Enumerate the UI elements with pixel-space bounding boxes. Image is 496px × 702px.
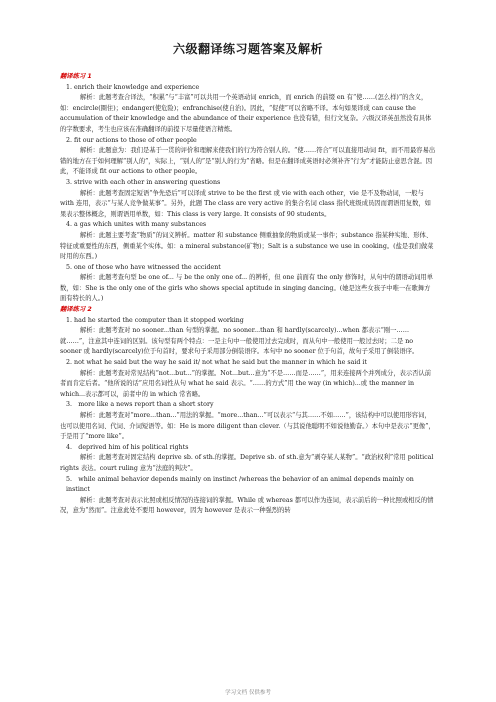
- explanation-paragraph: 解析：此题考查对常见结构“not...but...”的掌握。Not...but...意为“不是……而是……”，用来连接两个并列成分，表示否认前者而肯定后者。“他所说的话”应用名词性从句 what he said 表示。“……的方式”用 the way (in which)...或 the manner in which...表示都可以，前者中的 in which 常省略。: [60, 369, 432, 398]
- explanation-paragraph: 解析：此题意为：我们是基于一贯的评价和理解来使我们的行为符合别人的。“使……符合”可以直接用动词 fit，而不用最容易出错的地方在于如何理解“别人的”，实际上，“别人的”是“别人的行为”省略。但是在翻译成英语时必须补齐“行为”才能防止意思含混。因此，不能译成 fit our actions to other people。: [60, 147, 436, 176]
- answer-item: 5. one of those who have witnessed the accident: [66, 263, 221, 271]
- explanation-paragraph: 解析：此题考查对固定结构 deprive sb. of sth.的掌握。Deprive sb. of sth.意为“剥夺某人某物”。“政治权利”常用 political rights 表达。court ruling 意为“法庭的判决”。: [60, 454, 434, 472]
- explanation-paragraph: 解析：此题主要考查“物质”的词义辨析。matter 和 substance 侧重抽象的物质或某一事件；substance 指某种实地、形体、特征或重要性的东西，侧重某个实体。如：a mineral substance(矿物)；Salt is a substance we use in cooking。(盐是我们做菜时用的东西。): [60, 231, 434, 261]
- page-title: 六级翻译练习题答案及解析: [172, 42, 323, 56]
- answer-item: 5. while animal behavior depends mainly on instinct /whereas the behavior of an animal depends mainly on instinct: [66, 475, 414, 494]
- answer-item: 4. a gas which unites with many substances: [66, 221, 207, 229]
- section-heading: 翻译练习 2: [60, 306, 92, 314]
- explanation-paragraph: 解析：此题考查合译法，“积累”与“丰富”可以共用一个英语动词 enrich，而 enrich 的前缀 en 有“使……(怎么样)”的含义，如：encircle(圈住)；endanger(使危险)；enfranchise(使自治)。因此，“促使”可以省略不译。本句如果译成 can cause the accumulation of their knowledge and the abundance of their experience 也没有错，但行文复杂。六级汉译英虽然没有具体的字数要求，考生也应该在准确翻译的前提下尽量使语言精炼。: [60, 94, 432, 133]
- explanation-paragraph: 解析：此题考查固定短语“争先恐后”可以译成 strive to be the first 或 vie with each other，vie 是不及物动词，一般与 with 连用，表示“与某人竞争做某事”。另外，此题 The class are very active 的集合名词 class 指代班级成员因而谓语用复数，如果表示整体概念，则谓语用单数，如：This class is very large. It consists of 90 students。: [60, 189, 431, 218]
- page-footer: 学习文档 仅供参考: [225, 690, 271, 696]
- section-heading: 翻译练习 1: [60, 73, 92, 80]
- answer-item: 1. enrich their knowledge and experience: [66, 83, 200, 91]
- answer-item: 4. deprived him of his political rights: [66, 443, 189, 451]
- answer-item: 3. strive with each other in answering questions: [66, 178, 221, 186]
- document-body: [60, 72, 436, 517]
- explanation-paragraph: 解析：此题考查对“more...than...”用法的掌握。“more...than...”可以表示“与其……不如……”，该结构中可以使用形容词，也可以使用名词、代词、介词短语等。如：He is more diligent than clever.（与其说他聪明不如说他勤奋。）本句中是表示“更像”，于是用了“more like”。: [60, 412, 435, 441]
- explanation-paragraph: 解析：此题考查对表示比照或相反情况的连接词的掌握。While 或 whereas 都可以作为连词，表示前后的一种比照或相反的情况，意为“然而”。注意此处不要用 however，因为 however 是表示一种强烈的转: [60, 496, 434, 515]
- answer-item: 2. not what he said but the way he said it/ not what he said but the manner in which he said it: [66, 359, 367, 367]
- explanation-paragraph: 解析：此题考查句型 be one of... 与 be the only one of... 的辨析，但 one 前面有 the only 修饰时，从句中的谓语动词用单数，如：She is the only one of the girls who shows special aptitude in singing dancing。(她是这些女孩子中唯一在歌舞方面有特长的人。): [60, 274, 434, 303]
- answer-item: 1. had he started the computer than it stopped working: [66, 316, 244, 324]
- answer-item: 2. fit our actions to those of other people: [66, 136, 197, 144]
- answer-item: 3. more like a news report than a short story: [66, 401, 214, 409]
- explanation-paragraph: 解析：此题考查对 no sooner...than 句型的掌握。no sooner...than 和 hardly(scarcely)...when 都表示“刚一……就……”，注意其中连词的区别。该句型有两个特点：一是主句中一般使用过去完成时，而从句中一般使用一般过去时；二是 no sooner 或 hardly(scarcely)位于句首时，要求句子采用部分倒装语序。本句中 no sooner 位于句首，故句子采用了倒装语序。: [60, 327, 419, 356]
